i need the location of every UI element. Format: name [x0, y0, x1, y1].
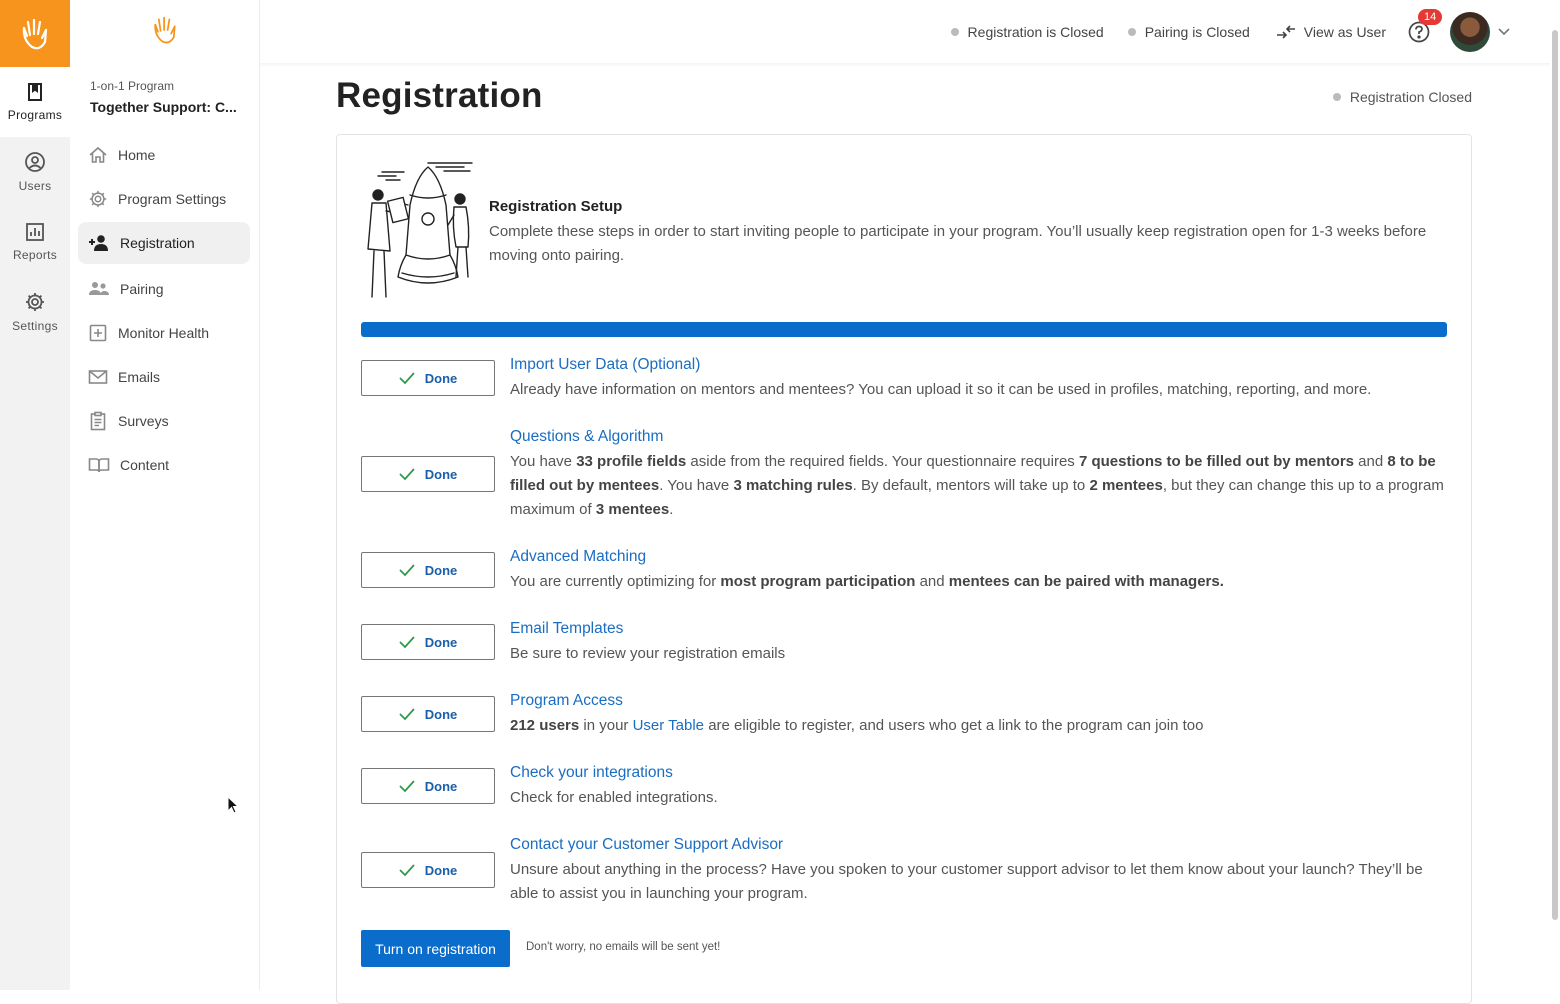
sidebar-label-registration: Registration — [120, 235, 195, 251]
user-circle-icon — [24, 151, 46, 173]
text-segment: in your — [579, 717, 633, 734]
step-email-templates-done-button[interactable] — [361, 624, 495, 660]
sidebar-item-home[interactable] — [78, 134, 250, 176]
text-segment: You are currently optimizing for — [510, 573, 721, 590]
rail-label-settings: Settings — [12, 319, 58, 333]
sidebar-item-registration[interactable] — [78, 222, 250, 264]
step-questions-done-button[interactable] — [361, 456, 495, 492]
envelope-icon — [88, 367, 108, 387]
optimization-goal: most program participation — [720, 573, 916, 590]
done-label: Done — [424, 466, 458, 482]
sidebar-item-program-settings[interactable] — [78, 178, 250, 220]
step-integrations-title[interactable]: Check your integrations — [510, 764, 673, 781]
sidebar-item-content[interactable] — [78, 444, 250, 486]
user-avatar[interactable] — [1450, 12, 1490, 52]
page-status — [1333, 89, 1472, 105]
status-dot-icon — [1128, 28, 1136, 36]
hand-logo-icon — [18, 16, 52, 52]
step-import-done-button[interactable] — [361, 360, 495, 396]
pairing-status-label: Pairing is Closed — [1144, 24, 1250, 40]
view-as-user-button[interactable] — [1276, 24, 1386, 40]
step-program-access-done-button[interactable] — [361, 696, 495, 732]
profile-fields-count: 33 profile fields — [576, 453, 687, 470]
status-dot-icon — [1333, 93, 1341, 101]
bar-chart-icon — [25, 222, 45, 242]
book-icon — [26, 82, 44, 102]
step-import-title[interactable]: Import User Data (Optional) — [510, 356, 701, 373]
checkmark-icon — [399, 708, 415, 720]
step-import-description: Already have information on mentors and mentees? You can upload it so it can be used in profiles, matching, reporting, and more. — [510, 381, 1372, 398]
top-bar — [260, 0, 1550, 64]
done-label: Done — [424, 562, 458, 578]
health-plus-icon — [88, 323, 108, 343]
rail-item-settings[interactable] — [0, 277, 70, 347]
mentee-questions-count: 8 to be filled out by mentees — [510, 453, 1436, 494]
notification-badge: 14 — [1418, 9, 1442, 25]
setup-progress-bar — [361, 322, 1447, 337]
clipboard-icon — [88, 411, 108, 431]
text-segment: You have — [510, 453, 577, 470]
done-label: Done — [424, 778, 458, 794]
text-segment: . — [669, 501, 674, 518]
done-label: Done — [424, 370, 458, 386]
sidebar-label-monitor-health: Monitor Health — [118, 325, 210, 341]
rail-label-programs: Programs — [7, 108, 63, 122]
step-integrations-done-button[interactable] — [361, 768, 495, 804]
open-book-icon — [88, 455, 110, 475]
user-table-link[interactable]: User Table — [632, 717, 705, 734]
gear-icon — [24, 291, 46, 313]
rail-label-reports: Reports — [12, 248, 58, 262]
help-button[interactable] — [1408, 11, 1437, 43]
add-user-icon — [88, 233, 110, 253]
matching-rules-count: 3 matching rules — [733, 477, 853, 494]
turn-on-registration-button[interactable]: Turn on registration — [361, 930, 510, 967]
sidebar-label-home: Home — [118, 147, 156, 163]
step-advanced-matching-title[interactable]: Advanced Matching — [510, 548, 647, 565]
done-label: Done — [424, 634, 458, 650]
sidebar-item-monitor-health[interactable] — [78, 312, 250, 354]
status-dot-icon — [951, 28, 959, 36]
step-questions-title[interactable]: Questions & Algorithm — [510, 428, 664, 445]
page-status-label: Registration Closed — [1349, 89, 1472, 105]
default-mentees: 2 mentees — [1089, 477, 1163, 494]
program-sidebar — [70, 0, 260, 990]
view-as-user-label: View as User — [1303, 24, 1386, 40]
hand-outline-logo-icon — [150, 14, 180, 46]
scrollbar-thumb[interactable] — [1552, 30, 1558, 920]
step-integrations-description: Check for enabled integrations. — [510, 789, 718, 806]
setup-description: Complete these steps in order to start inviting people to participate in your program. You’ll usually keep registration open for 1-3 weeks before moving onto pairing. — [489, 223, 1427, 264]
text-segment: are eligible to register, and users who get a link to the program can join too — [704, 717, 1204, 734]
checkmark-icon — [399, 468, 415, 480]
mouse-cursor-icon — [227, 796, 239, 814]
rocket-scientists-illustration — [360, 155, 476, 303]
pair-users-icon — [88, 279, 110, 299]
sidebar-label-pairing: Pairing — [120, 281, 164, 297]
text-segment: , but they can change this up to a program maximum of — [510, 477, 1444, 518]
text-segment: and — [915, 573, 949, 590]
app-rail — [0, 0, 70, 990]
setup-progress-fill — [361, 322, 1447, 337]
step-questions-description — [510, 450, 1450, 522]
step-support-advisor-description: Unsure about anything in the process? Have you spoken to your customer support advisor to let them know about your launch? They’ll be able to assist you in launching your program. — [510, 861, 1423, 902]
step-email-templates-description: Be sure to review your registration emails — [510, 645, 786, 662]
checkmark-icon — [399, 372, 415, 384]
program-name[interactable]: Together Support: C... — [90, 99, 237, 115]
switch-arrows-icon — [1276, 25, 1296, 39]
checkmark-icon — [399, 564, 415, 576]
registration-status-label: Registration is Closed — [967, 24, 1104, 40]
step-program-access-title[interactable]: Program Access — [510, 692, 623, 709]
rail-item-programs[interactable] — [0, 67, 70, 137]
done-label: Done — [424, 862, 458, 878]
page-scrollbar[interactable] — [1550, 30, 1560, 990]
mentor-questions-count: 7 questions to be filled out by mentors — [1078, 453, 1354, 470]
home-icon — [88, 145, 108, 165]
sidebar-item-surveys[interactable] — [78, 400, 250, 442]
checkmark-icon — [399, 636, 415, 648]
sidebar-item-pairing[interactable] — [78, 268, 250, 310]
no-emails-hint: Don't worry, no emails will be sent yet! — [526, 941, 721, 953]
rail-item-reports[interactable] — [0, 207, 70, 277]
sidebar-label-content: Content — [120, 457, 170, 473]
checkmark-icon — [399, 864, 415, 876]
step-support-advisor-done-button[interactable] — [361, 852, 495, 888]
step-email-templates-title[interactable]: Email Templates — [510, 620, 624, 637]
rail-item-users[interactable] — [0, 137, 70, 207]
text-segment: . By default, mentors will take up to — [852, 477, 1090, 494]
page-title: Registration — [336, 76, 543, 115]
text-segment: . You have — [659, 477, 734, 494]
rail-label-users: Users — [18, 179, 52, 193]
max-mentees: 3 mentees — [595, 501, 670, 518]
eligible-users-count: 212 users — [510, 717, 580, 734]
sidebar-label-surveys: Surveys — [118, 413, 169, 429]
step-program-access-description — [510, 714, 1450, 738]
sidebar-label-program-settings: Program Settings — [118, 191, 227, 207]
step-advanced-matching-done-button[interactable] — [361, 552, 495, 588]
manager-pairing-rule: mentees can be paired with managers. — [948, 573, 1224, 590]
chevron-down-icon[interactable] — [1498, 28, 1510, 36]
step-advanced-matching-description — [510, 570, 1450, 594]
pairing-status — [1128, 24, 1250, 40]
program-type: 1-on-1 Program — [90, 79, 175, 93]
checkmark-icon — [399, 780, 415, 792]
step-support-advisor-title[interactable]: Contact your Customer Support Advisor — [510, 836, 784, 853]
app-logo[interactable] — [0, 0, 70, 67]
sidebar-label-emails: Emails — [118, 369, 161, 385]
gear-icon — [88, 189, 108, 209]
registration-status — [951, 24, 1104, 40]
setup-title: Registration Setup — [489, 198, 623, 215]
text-segment: and — [1354, 453, 1388, 470]
sidebar-item-emails[interactable] — [78, 356, 250, 398]
done-label: Done — [424, 706, 458, 722]
text-segment: aside from the required fields. Your questionnaire requires — [686, 453, 1079, 470]
